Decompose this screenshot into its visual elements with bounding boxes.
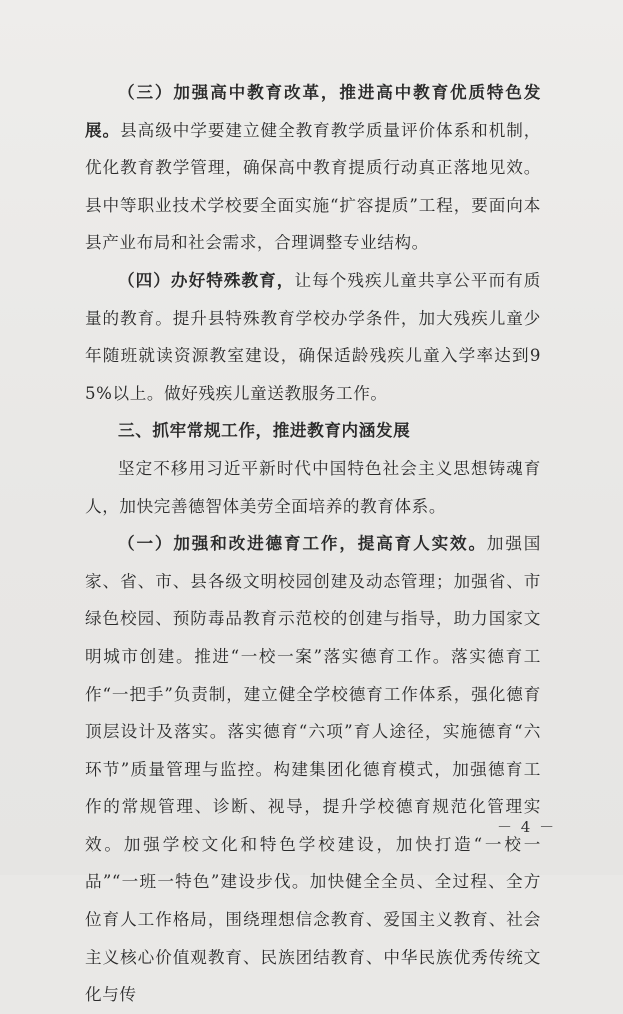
paragraph-heading: （一）加强和改进德育工作，提高育人实效。 [118,534,487,554]
page-number: － 4 － [497,818,557,836]
section-title: 三、抓牢常规工作，推进教育内涵发展 [118,421,411,441]
paragraph-text: 让每个残疾儿童共享公平而有质量的教育。提升县特殊教育学校办学条件，加大残疾儿童少年随班就读资源教室建设，确保适龄残疾儿童入学率达到95%以上。做好残疾儿童送教服务工作。 [85,270,541,403]
paragraph-text: 县高级中学要建立健全教育教学质量评价体系和机制，优化教育教学管理，确保高中教育提质行动真正落地见效。县中等职业技术学校要全面实施“扩容提质”工程，要面向本县产业布局和社会需求，合理调整专业结构。 [85,120,541,253]
paragraph-ideology [85,450,541,525]
paragraph-high-school-reform [85,74,541,262]
paragraph-text: 坚定不移用习近平新时代中国特色社会主义思想铸魂育人，加快完善德智体美劳全面培养的教育体系。 [85,458,541,516]
document-body [85,74,541,1014]
paragraph-heading: （三）加强高中教育改革，推进高中教育优质特色发展。 [85,83,541,140]
paragraph-text: 加强国家、省、市、县各级文明校园创建及动态管理；加强省、市绿色校园、预防毒品教育示范校的创建与指导，助力国家文明城市创建。推进“一校一案”落实德育工作。落实德育工作“一把手”负责制，建立健全学校德育工作体系，强化德育顶层设计及落实。落实德育“六项”育人途径，实施德育“六环节”质量管理与监控。构建集团化德育模式，加强德育工作的常规管理、诊断、视导，提升学校德育规范化管理实效。加强学校文化和特色学校建设，加快打造“一校一品”“一班一特色”建设步伐。加快健全全员、全过程、全方位育人工作格局，围绕理想信念教育、爱国主义教育、社会主义核心价值观教育、民族团结教育、中华民族优秀传统文化与传 [85,534,541,1005]
paragraph-special-education [85,262,541,412]
paragraph-moral-education [85,525,541,1014]
paragraph-heading: （四）办好特殊教育， [118,270,295,290]
